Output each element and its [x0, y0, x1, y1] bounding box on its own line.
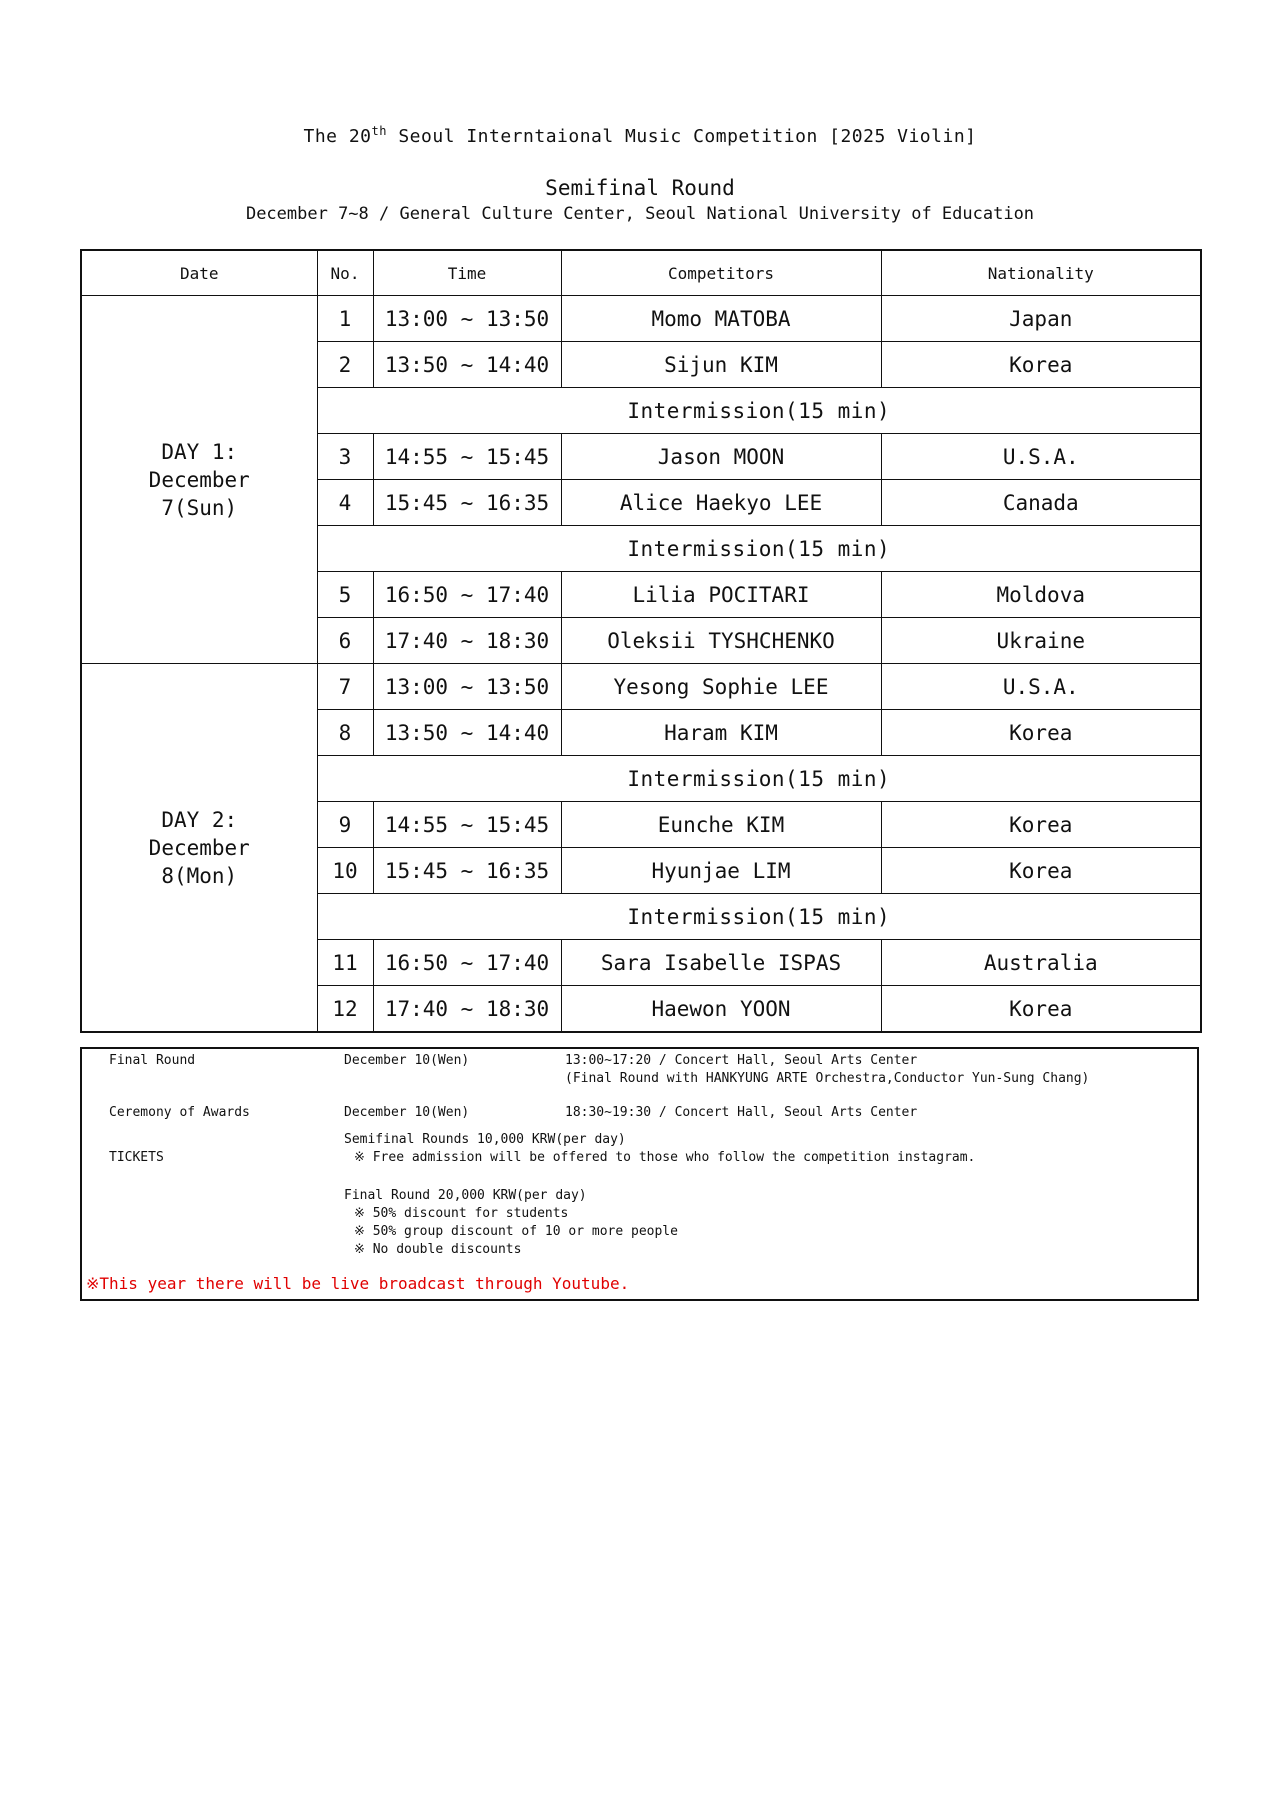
perf-competitor: Yesong Sophie LEE [561, 664, 881, 710]
intermission-label: Intermission(15 min) [317, 756, 1201, 802]
intermission-label: Intermission(15 min) [317, 526, 1201, 572]
info-box [80, 1047, 1199, 1301]
final-round-note: (Final Round with HANKYUNG ARTE Orchestra,Conductor Yun-Sung Chang) [565, 1071, 1090, 1086]
col-date: Date [81, 250, 317, 296]
col-time: Time [373, 250, 561, 296]
perf-competitor: Haewon YOON [561, 986, 881, 1033]
perf-competitor: Sijun KIM [561, 342, 881, 388]
ceremony-time: 18:30~19:30 / Concert Hall, Seoul Arts Center [565, 1105, 918, 1120]
perf-time: 13:50 ~ 14:40 [373, 710, 561, 756]
perf-nationality: Australia [881, 940, 1201, 986]
perf-time: 15:45 ~ 16:35 [373, 480, 561, 526]
perf-nationality: Korea [881, 802, 1201, 848]
perf-competitor: Oleksii TYSHCHENKO [561, 618, 881, 664]
table-row [81, 296, 1201, 342]
final-round-date: December 10(Wen) [344, 1053, 470, 1068]
final-tickets: Final Round 20,000 KRW(per day) [344, 1188, 587, 1203]
tickets-label: TICKETS [109, 1150, 164, 1165]
perf-time: 13:00 ~ 13:50 [373, 664, 561, 710]
perf-nationality: Moldova [881, 572, 1201, 618]
perf-nationality: Japan [881, 296, 1201, 342]
perf-time: 14:55 ~ 15:45 [373, 434, 561, 480]
perf-competitor: Momo MATOBA [561, 296, 881, 342]
perf-competitor: Sara Isabelle ISPAS [561, 940, 881, 986]
table-row [81, 664, 1201, 710]
col-competitors: Competitors [561, 250, 881, 296]
intermission-label: Intermission(15 min) [317, 388, 1201, 434]
title-suffix: Seoul Interntaional Music Competition [2025 Violin] [398, 126, 977, 147]
perf-no: 10 [317, 848, 373, 894]
perf-no: 5 [317, 572, 373, 618]
perf-time: 17:40 ~ 18:30 [373, 618, 561, 664]
discount-students: ※ 50% discount for students [354, 1206, 569, 1221]
live-broadcast-note: ※This year there will be live broadcast through Youtube. [86, 1274, 630, 1293]
final-round-time: 13:00~17:20 / Concert Hall, Seoul Arts Center [565, 1053, 918, 1068]
perf-nationality: Canada [881, 480, 1201, 526]
day-2-line1: DAY 2: [161, 807, 238, 832]
discount-none: ※ No double discounts [354, 1242, 522, 1257]
perf-competitor: Haram KIM [561, 710, 881, 756]
perf-competitor: Hyunjae LIM [561, 848, 881, 894]
perf-nationality: Korea [881, 848, 1201, 894]
ceremony-date: December 10(Wen) [344, 1105, 470, 1120]
title-prefix: The 20 [303, 126, 372, 147]
day-2-line3: 8(Mon) [161, 863, 238, 888]
day-2-label [81, 664, 317, 1033]
perf-nationality: U.S.A. [881, 434, 1201, 480]
discount-group: ※ 50% group discount of 10 or more people [354, 1224, 678, 1239]
perf-no: 11 [317, 940, 373, 986]
perf-competitor: Jason MOON [561, 434, 881, 480]
perf-time: 14:55 ~ 15:45 [373, 802, 561, 848]
perf-nationality: U.S.A. [881, 664, 1201, 710]
intermission-label: Intermission(15 min) [317, 894, 1201, 940]
perf-no: 4 [317, 480, 373, 526]
perf-competitor: Alice Haekyo LEE [561, 480, 881, 526]
perf-time: 15:45 ~ 16:35 [373, 848, 561, 894]
col-no: No. [317, 250, 373, 296]
final-round-label: Final Round [109, 1053, 196, 1068]
perf-no: 9 [317, 802, 373, 848]
day-1-line3: 7(Sun) [161, 495, 238, 520]
perf-time: 16:50 ~ 17:40 [373, 572, 561, 618]
perf-competitor: Lilia POCITARI [561, 572, 881, 618]
semifinal-free-note: ※ Free admission will be offered to those who follow the competition instagram. [354, 1150, 976, 1165]
perf-time: 16:50 ~ 17:40 [373, 940, 561, 986]
perf-no: 3 [317, 434, 373, 480]
perf-no: 6 [317, 618, 373, 664]
perf-time: 13:00 ~ 13:50 [373, 296, 561, 342]
perf-nationality: Korea [881, 710, 1201, 756]
day-2-line2: December [148, 835, 250, 860]
perf-no: 7 [317, 664, 373, 710]
perf-no: 2 [317, 342, 373, 388]
title-superscript: th [371, 124, 387, 138]
semifinal-tickets: Semifinal Rounds 10,000 KRW(per day) [344, 1132, 626, 1147]
document-title [0, 124, 1280, 147]
perf-nationality: Korea [881, 342, 1201, 388]
day-1-line2: December [148, 467, 250, 492]
round-title: Semifinal Round [545, 176, 735, 200]
perf-time: 13:50 ~ 14:40 [373, 342, 561, 388]
perf-nationality: Korea [881, 986, 1201, 1033]
perf-no: 1 [317, 296, 373, 342]
perf-nationality: Ukraine [881, 618, 1201, 664]
col-nationality: Nationality [881, 250, 1201, 296]
venue-line: December 7~8 / General Culture Center, Seoul National University of Education [245, 204, 1035, 224]
perf-competitor: Eunche KIM [561, 802, 881, 848]
perf-no: 8 [317, 710, 373, 756]
schedule-table [80, 249, 1202, 1033]
day-1-label [81, 296, 317, 664]
ceremony-label: Ceremony of Awards [109, 1105, 250, 1120]
perf-no: 12 [317, 986, 373, 1033]
perf-time: 17:40 ~ 18:30 [373, 986, 561, 1033]
day-1-line1: DAY 1: [161, 439, 238, 464]
table-header-row [81, 250, 1201, 296]
